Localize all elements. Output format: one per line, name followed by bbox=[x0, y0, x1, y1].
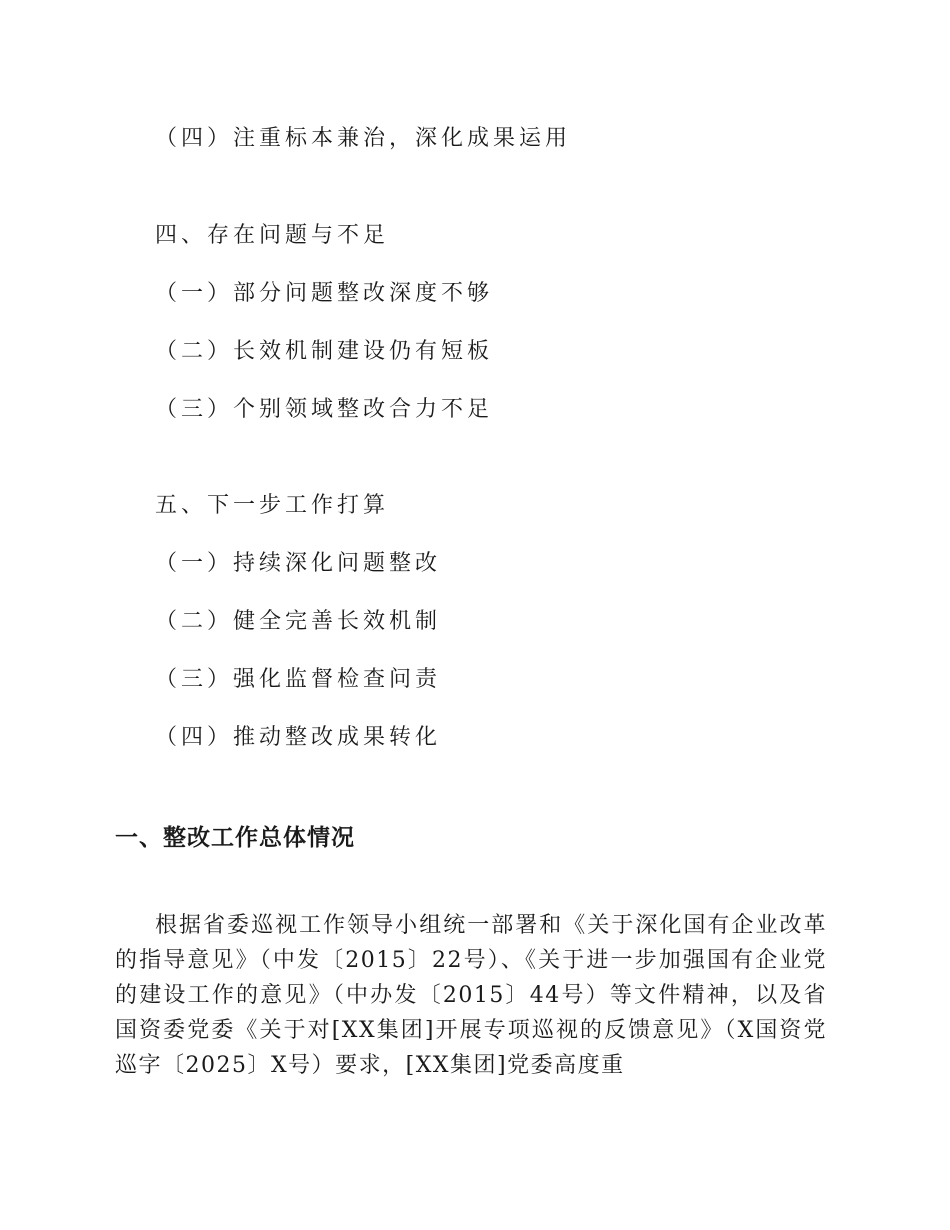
section-5-title: 五、下一步工作打算 bbox=[155, 493, 390, 518]
body-paragraph: 根据省委巡视工作领导小组统一部署和《关于深化国有企业改革的指导意见》（中发〔2015〕22号）、《关于进一步加强国有企业党的建设工作的意见》（中办发〔2015〕44号）等文件精神，以及省国资委党委《关于对[XX集团]开展专项巡视的反馈意见》（X国资党巡字〔2025〕X号）要求，[XX集团]党委高度重 bbox=[115, 913, 827, 1078]
section-5-item-1: （一）持续深化问题整改 bbox=[155, 551, 442, 576]
section-1-heading: 一、整改工作总体情况 bbox=[115, 825, 355, 851]
section-4-item-2: （二）长效机制建设仍有短板 bbox=[155, 339, 494, 364]
section-5-item-3: （三）强化监督检查问责 bbox=[155, 667, 442, 692]
section-4-title: 四、存在问题与不足 bbox=[155, 223, 390, 248]
section-4-item-3: （三）个别领域整改合力不足 bbox=[155, 397, 494, 422]
outline-item-s3-4: （四）注重标本兼治，深化成果运用 bbox=[155, 126, 572, 151]
section-5-item-2: （二）健全完善长效机制 bbox=[155, 609, 442, 634]
section-4-item-1: （一）部分问题整改深度不够 bbox=[155, 281, 494, 306]
section-5-item-4: （四）推动整改成果转化 bbox=[155, 725, 442, 750]
